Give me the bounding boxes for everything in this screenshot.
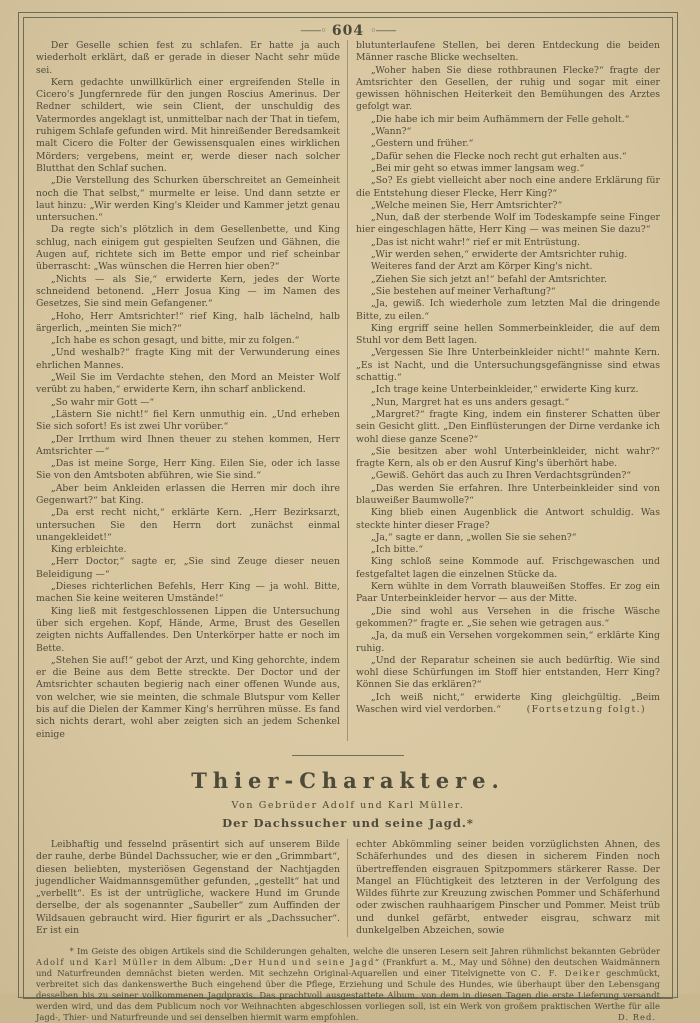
header-ornament-left: ——◦ bbox=[300, 24, 326, 37]
paragraph: Leibhaftig und fesselnd präsentirt sich auf unserem Bilde der rauhe, derbe Bündel Dachssucher, wie er den „Grimmbart“, diesen beliebten, mysteriösen Gegenstand der Nachtjagden jugendlicher Waidmannsgemüther gefunden, „gestellt“ hat und „verbellt“. Es ist der untrügliche, wackere Hund im Grunde derselbe, der als sogenannter „Saubeller“ zum Auffinden der Wildsauen gebraucht wird. Hier figurirt er als „Dachssucher“. Er ist ein bbox=[36, 838, 340, 936]
paragraph: „Der Irrthum wird Ihnen theuer zu stehen kommen, Herr Amtsrichter —“ bbox=[36, 433, 340, 457]
paragraph: „Die sind wohl aus Versehen in die frische Wäsche gekommen?“ fragte er. „Sie sehen wie getragen aus.“ bbox=[356, 605, 660, 629]
footnote-emphasis: Adolf und Karl Müller bbox=[36, 957, 159, 968]
paragraph: „Und der Reparatur scheinen sie auch bedürftig. Wie sind wohl diese Schürfungen im Stoff hier entstanden, Herr King? Können Sie das erklären?“ bbox=[356, 654, 660, 691]
footnote-text: “ (Frankfurt a. M., May und Söhne) den deutschen Waidmännern und Naturfreunden demnächst bieten werden. Mit sechzehn Original-Aquarellen und einer Titelvignette von bbox=[36, 957, 660, 979]
paragraph: „Margret?“ fragte King, indem ein finsterer Schatten über sein Gesicht glitt. „Den Einflüsterungen der Dirne verdanke ich wohl diese ganze Scene?“ bbox=[356, 408, 660, 445]
paragraph: „Stehen Sie auf!“ gebot der Arzt, und King gehorchte, indem er die Beine aus dem Bette streckte. Der Doctor und der Amtsrichter schauten begierig nach einer offenen Wunde aus, von welcher, wie sie meinten, die schmale Blutspur vom Keller bis auf die Dielen der Kammer King's herrühren müsse. Es fand sich nichts derart, wohl aber zeigten sich an jedem Schenkel einige bbox=[36, 654, 340, 740]
paragraph: „Und weshalb?“ fragte King mit der Verwunderung eines ehrlichen Mannes. bbox=[36, 347, 340, 371]
header-ornament-right: ◦—— bbox=[370, 24, 396, 37]
footnote-signature: D. Red. bbox=[617, 1011, 656, 1022]
paragraph: „Das ist nicht wahr!“ rief er mit Entrüstung. bbox=[370, 236, 581, 248]
article-subtitle: Der Dachssucher und seine Jagd.* bbox=[222, 815, 474, 830]
section-divider bbox=[292, 755, 404, 756]
article-section bbox=[36, 768, 660, 937]
story-section bbox=[36, 40, 660, 741]
paragraph: „Vergessen Sie Ihre Unterbeinkleider nicht!“ mahnte Kern. „Es ist Nacht, und die Untersuchungsgefängnisse sind etwas schattig.“ bbox=[356, 347, 660, 384]
paragraph: „Gewiß. Gehört das auch zu Ihren Verdachtsgründen?“ bbox=[370, 470, 632, 482]
footnote-emphasis: Der Hund und seine Jagd bbox=[233, 957, 375, 968]
paragraph: „Hoho, Herr Amtsrichter!“ rief King, halb lächelnd, halb ärgerlich, „meinten Sie mich?“ bbox=[36, 310, 340, 334]
article-byline: Von Gebrüder Adolf und Karl Müller. bbox=[231, 799, 465, 811]
paragraph: „Sie besitzen aber wohl Unterbeinkleider, nicht wahr?“ fragte Kern, als ob er den Ausruf King's überhört habe. bbox=[356, 445, 660, 470]
paragraph: Da regte sich's plötzlich in dem Gesellenbette, und King schlug, nach einigem gut gespielten Seufzen und Gähnen, die Augen auf, richtete sich im Bette empor und rief scheinbar überrascht: „Was wünschen die Herren hier oben?“ bbox=[36, 224, 340, 273]
paragraph: Kern wühlte in dem Vorrath blauweißen Stoffes. Er zog ein Paar Unterbeinkleider hervor — aus der Mitte. bbox=[356, 581, 660, 605]
paragraph: „Die habe ich mir beim Aufhämmern der Felle geholt.“ bbox=[370, 113, 630, 125]
paragraph: „Ich trage keine Unterbeinkleider,“ erwiderte King kurz. bbox=[370, 384, 639, 396]
paragraph: „Dafür sehen die Flecke noch recht gut erhalten aus.“ bbox=[370, 150, 627, 162]
article-columns bbox=[36, 839, 660, 937]
article-title: Thier-Charaktere. bbox=[191, 767, 505, 793]
footnote-emphasis: C. F. Deiker bbox=[530, 968, 601, 979]
paragraph: „Ziehen Sie sich jetzt an!“ befahl der Amtsrichter. bbox=[370, 273, 607, 285]
article-column-left bbox=[36, 839, 348, 937]
paragraph: „So wahr mir Gott —“ bbox=[50, 396, 155, 408]
paragraph: King ließ mit festgeschlossenen Lippen die Untersuchung über sich ergehen. Kopf, Hände, Arme, Brust des Gesellen zeigten nichts Auffallendes. Den Unterkörper hatte er noch im Bette. bbox=[36, 605, 340, 654]
paragraph: „Aber beim Ankleiden erlassen die Herren mir doch ihre Gegenwart?“ bat King. bbox=[36, 482, 340, 506]
paragraph: „Herr Doctor,“ sagte er, „Sie sind Zeuge dieser neuen Beleidigung —“ bbox=[36, 556, 340, 580]
paragraph: „Dieses richterlichen Befehls, Herr King — ja wohl. Bitte, machen Sie keine weiteren Umstände!“ bbox=[36, 581, 340, 605]
story-column-right bbox=[348, 40, 660, 741]
paragraph: King ergriff seine hellen Sommerbeinkleider, die auf dem Stuhl vor dem Bett lagen. bbox=[356, 322, 660, 347]
paragraph: „Weil Sie im Verdachte stehen, den Mord an Meister Wolf verübt zu haben,“ erwiderte Kern, ihn scharf anblickend. bbox=[36, 372, 340, 396]
paragraph: „Sie bestehen auf meiner Verhaftung?“ bbox=[370, 285, 556, 297]
paragraph: „Ja, gewiß. Ich wiederhole zum letzten Mal die dringende Bitte, zu eilen.“ bbox=[356, 298, 660, 322]
paragraph: „Nun, daß der sterbende Wolf im Todeskampfe seine Finger hier eingeschlagen hätte, Herr King — was meinen Sie dazu?“ bbox=[356, 212, 660, 236]
paragraph: „Das werden Sie erfahren. Ihre Unterbeinkleider sind von blauweißer Baumwolle?“ bbox=[356, 482, 660, 506]
story-column-left bbox=[36, 40, 348, 741]
paragraph: „Nun, Margret hat es uns anders gesagt.“ bbox=[370, 396, 570, 408]
page-header bbox=[36, 20, 660, 40]
paragraph: „Die Verstellung des Schurken überschreitet an Gemeinheit noch die That selbst,“ murmelte er leise. Und dann setzte er laut hinzu: „Wir werden King's Kleider und Kammer jetzt genau untersuchen.“ bbox=[36, 175, 340, 224]
paragraph: „So? Es giebt vielleicht aber noch eine andere Erklärung für die Entstehung dieser Flecke, Herr King?“ bbox=[356, 175, 660, 199]
footnote-text: * Im Geiste des obigen Artikels sind die Schilderungen gehalten, welche die unseren Lesern seit Jahren rühmlichst bekannten Gebrüder bbox=[69, 946, 660, 957]
paragraph: Der Geselle schien fest zu schlafen. Er hatte ja auch wiederholt erklärt, daß er gerade in dieser Nacht sehr müde sei. bbox=[36, 40, 340, 76]
paragraph: „Ja, da muß ein Versehen vorgekommen sein,“ erklärte King ruhig. bbox=[356, 630, 660, 654]
paragraph: „Da erst recht nicht,“ erklärte Kern. „Herr Bezirksarzt, untersuchen Sie den Herrn dort zunächst einmal unangekleidet!“ bbox=[36, 507, 340, 543]
paragraph: „Gestern und früher.“ bbox=[370, 138, 474, 150]
page-content bbox=[36, 14, 660, 1022]
paragraph: „Ich bitte.“ bbox=[370, 544, 424, 556]
paragraph: „Bei mir geht so etwas immer langsam weg.“ bbox=[370, 162, 585, 174]
paragraph: „Welche meinen Sie, Herr Amtsrichter?“ bbox=[370, 199, 563, 211]
paragraph: „Wir werden sehen,“ erwiderte der Amtsrichter ruhig. bbox=[370, 249, 628, 261]
paragraph: „Nichts — als Sie,“ erwiderte Kern, jedes der Worte schneidend betonend. „Herr Josua King — im Namen des Gesetzes, Sie sind mein Gefangener.“ bbox=[36, 273, 340, 310]
paragraph: King blieb einen Augenblick die Antwort schuldig. Was steckte hinter dieser Frage? bbox=[356, 507, 660, 531]
paragraph: blutunterlaufene Stellen, bei deren Entdeckung die beiden Männer rasche Blicke wechselten. bbox=[356, 40, 660, 64]
continuation-notice: (Fortsetzung folgt.) bbox=[526, 704, 646, 716]
paragraph: „Ich weiß nicht,“ erwiderte King gleichgültig. „Beim Waschen wird viel verdorben.“ bbox=[356, 691, 660, 716]
page-number: 604 bbox=[331, 22, 365, 39]
paragraph: „Wann?“ bbox=[370, 126, 412, 138]
footnote bbox=[36, 946, 660, 1022]
footnote-text: geschmückt, verbreitet sich das dankenswerthe Buch eingehend über die Pflege, Erziehung und Schule des Hundes, wie überhaupt über den Lebensgang desselben bis zu seiner vollkommenen Jagdpraxis. Das prachtvoll ausgestattete Album, von dem in diesen Tagen die erste Lieferung versandt werden wird, und das dem Publicum noch vor Weihnachten abgeschlossen vorliegen soll, ist ein Werk von großem praktischen Werthe für alle Jagd-, Thier- und Naturfreunde und sei denselben hiermit warm empfohlen. bbox=[36, 968, 660, 1022]
paragraph: King schloß seine Kommode auf. Frischgewaschen und festgefaltet lagen die einzelnen Stücke da. bbox=[356, 556, 660, 580]
paragraph: echter Abkömmling seiner beiden vorzüglichsten Ahnen, des Schäferhundes und des diesen in sicherem Finden noch übertreffenden eisgrauen Spitzpommers stärkerer Rasse. Der Mangel an Flüchtigkeit des letzteren in der Verfolgung des Wildes führte zur Kreuzung zwischen Pommer und Schäferhund oder zwischen rauhhaarigem Pinscher und Pommer. Meist trüb und dunkel gefärbt, entweder eisgrau, schwarz mit dunkelgelben Abzeichen, sowie bbox=[356, 838, 660, 936]
paragraph: „Ich habe es schon gesagt, und bitte, mir zu folgen.“ bbox=[50, 335, 300, 347]
story-column-right-paragraphs bbox=[356, 40, 660, 716]
article-column-right bbox=[348, 839, 660, 937]
paragraph: „Lästern Sie nicht!“ fiel Kern unmuthig ein. „Und erheben Sie sich sofort! Es ist zwei Uhr vorüber.“ bbox=[36, 408, 340, 433]
paragraph: Kern gedachte unwillkürlich einer ergreifenden Stelle in Cicero's Jungfernrede für den jungen Roscius Amerinus. Der Redner schildert, wie sein Client, der unschuldig des Vatermordes angeklagt ist, unmittelbar nach der That in tiefem, ruhigem Schlafe gefunden wird. Mit hinreißender Beredsamkeit malt Cicero die Folter der Gewissensqualen eines wirklichen Mörders; vergebens, meint er, werde dieser nach solcher Blutthat den Schlaf suchen. bbox=[36, 76, 340, 174]
paragraph: Weiteres fand der Arzt am Körper King's nicht. bbox=[370, 261, 593, 273]
footnote-text: in dem Album: „ bbox=[158, 957, 234, 968]
paragraph: „Ja,“ sagte er dann, „wollen Sie sie sehen?“ bbox=[370, 531, 577, 543]
paragraph: „Woher haben Sie diese rothbraunen Flecke?“ fragte der Amtsrichter den Gesellen, der ruhig und sogar mit einer gewissen höhnischen Heiterkeit den Bemühungen des Arztes gefolgt war. bbox=[356, 64, 660, 113]
paragraph: „Das ist meine Sorge, Herr King. Eilen Sie, oder ich lasse Sie von den Amtsboten abführen, wie Sie sind.“ bbox=[36, 458, 340, 482]
paragraph: King erbleichte. bbox=[50, 544, 127, 556]
